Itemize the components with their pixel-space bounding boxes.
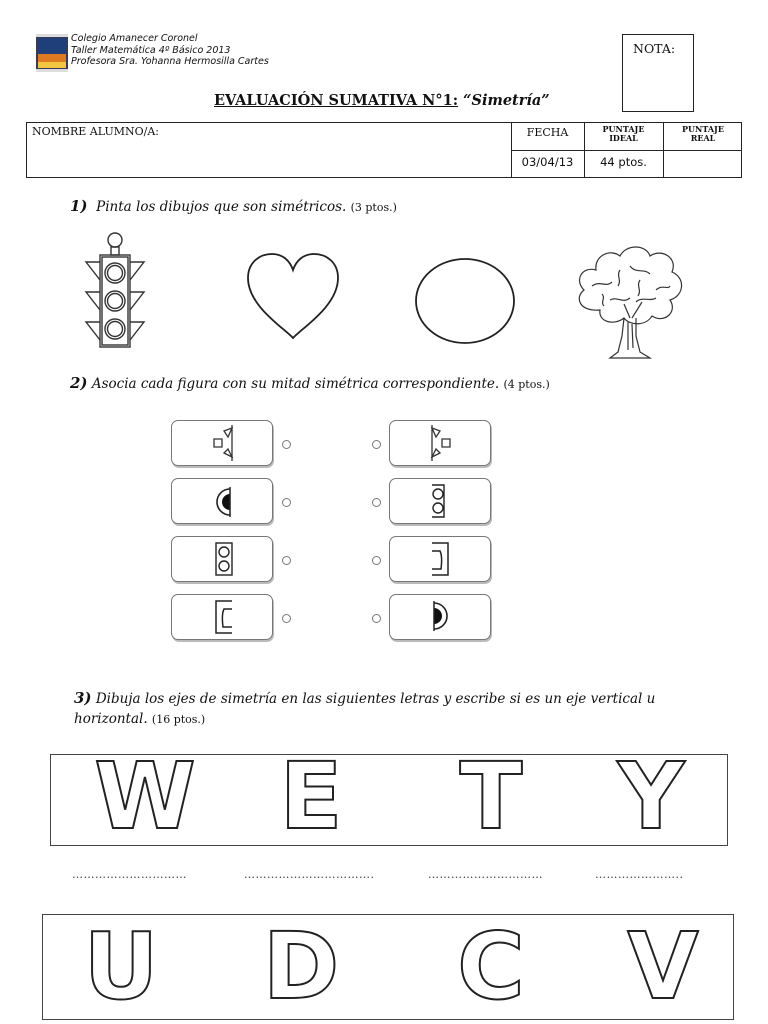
traffic-light-full-icon xyxy=(210,541,240,577)
teacher-name: Profesora Sra. Yohanna Hermosilla Cartes xyxy=(71,56,269,67)
grade-box[interactable] xyxy=(622,34,694,112)
question-2 xyxy=(70,374,550,392)
letter-v[interactable]: V xyxy=(627,913,699,1020)
letters-box-2 xyxy=(42,914,734,1020)
school-name: Colegio Amanecer Coronel xyxy=(71,33,198,44)
letter-y[interactable]: Y xyxy=(617,743,685,850)
traffic-light-drawing[interactable] xyxy=(80,230,150,356)
match-dot-left-2[interactable] xyxy=(282,498,291,507)
match-card-right-1[interactable] xyxy=(389,420,491,466)
date-label: FECHA xyxy=(526,126,569,139)
match-dot-right-1[interactable] xyxy=(372,440,381,449)
match-dot-left-3[interactable] xyxy=(282,556,291,565)
answer-line-2[interactable]: ……………………………. xyxy=(244,868,375,881)
title-main: EVALUACIÓN SUMATIVA N°1: xyxy=(214,92,459,109)
question-2-text: Asocia cada figura con su mitad simétrica correspondiente. xyxy=(91,376,500,392)
letter-u[interactable]: U xyxy=(83,913,159,1020)
match-dot-right-2[interactable] xyxy=(372,498,381,507)
letter-d[interactable]: D xyxy=(262,913,340,1020)
tree-drawing[interactable] xyxy=(570,240,688,366)
title-topic: “Simetría” xyxy=(463,92,550,109)
school-info xyxy=(71,33,269,68)
ideal-score-value: 44 ptos. xyxy=(600,155,647,169)
circle-drawing[interactable] xyxy=(413,257,517,349)
match-card-left-3[interactable] xyxy=(171,536,273,582)
half-lamp-right-icon xyxy=(424,425,454,461)
match-dot-left-4[interactable] xyxy=(282,614,291,623)
half-cup-left-icon xyxy=(210,599,240,635)
real-score-field[interactable] xyxy=(664,151,742,177)
question-3-points: (16 ptos.) xyxy=(151,713,206,726)
student-name-label: NOMBRE ALUMNO/A: xyxy=(32,125,159,138)
real-score-label: PUNTAJE REAL xyxy=(682,124,724,143)
match-card-left-2[interactable] xyxy=(171,478,273,524)
letter-e[interactable]: E xyxy=(279,743,343,850)
page-title xyxy=(214,92,550,109)
school-logo xyxy=(36,34,68,72)
half-cup-right-icon xyxy=(424,541,454,577)
question-3 xyxy=(74,688,714,730)
match-card-left-4[interactable] xyxy=(171,594,273,640)
match-card-right-4[interactable] xyxy=(389,594,491,640)
answer-line-1[interactable]: ………………………… xyxy=(72,868,187,881)
letter-t[interactable]: T xyxy=(459,743,523,850)
match-card-right-3[interactable] xyxy=(389,536,491,582)
question-1 xyxy=(70,197,397,215)
question-3-number: 3) xyxy=(74,689,92,707)
match-dot-left-1[interactable] xyxy=(282,440,291,449)
half-moon-left-icon xyxy=(210,485,240,519)
question-1-text: Pinta los dibujos que son simétricos. xyxy=(96,199,347,215)
letter-c[interactable]: C xyxy=(457,913,525,1020)
half-traffic-light-icon xyxy=(424,483,454,519)
half-moon-right-icon xyxy=(424,599,454,635)
student-info-table xyxy=(26,122,742,178)
ideal-score-label: PUNTAJE IDEAL xyxy=(602,124,645,143)
answer-line-4[interactable]: ………………….. xyxy=(595,868,684,881)
question-2-number: 2) xyxy=(70,374,88,392)
match-card-right-2[interactable] xyxy=(389,478,491,524)
answer-line-3[interactable]: ………………………… xyxy=(428,868,543,881)
workshop-name: Taller Matemática 4º Básico 2013 xyxy=(71,44,231,56)
question-3-text: Dibuja los ejes de simetría en las siguientes letras y escribe si es un eje vertical u horizontal. xyxy=(74,691,656,727)
letters-box-1 xyxy=(50,743,728,850)
half-lamp-left-icon xyxy=(210,425,240,461)
match-dot-right-4[interactable] xyxy=(372,614,381,623)
question-1-points: (3 ptos.) xyxy=(350,201,397,214)
date-value: 03/04/13 xyxy=(521,155,574,169)
grade-label: NOTA: xyxy=(633,41,676,56)
match-card-left-1[interactable] xyxy=(171,420,273,466)
question-2-points: (4 ptos.) xyxy=(503,378,550,391)
match-dot-right-3[interactable] xyxy=(372,556,381,565)
heart-drawing[interactable] xyxy=(244,250,342,346)
letter-w[interactable]: W xyxy=(94,743,196,850)
question-1-number: 1) xyxy=(70,197,88,215)
